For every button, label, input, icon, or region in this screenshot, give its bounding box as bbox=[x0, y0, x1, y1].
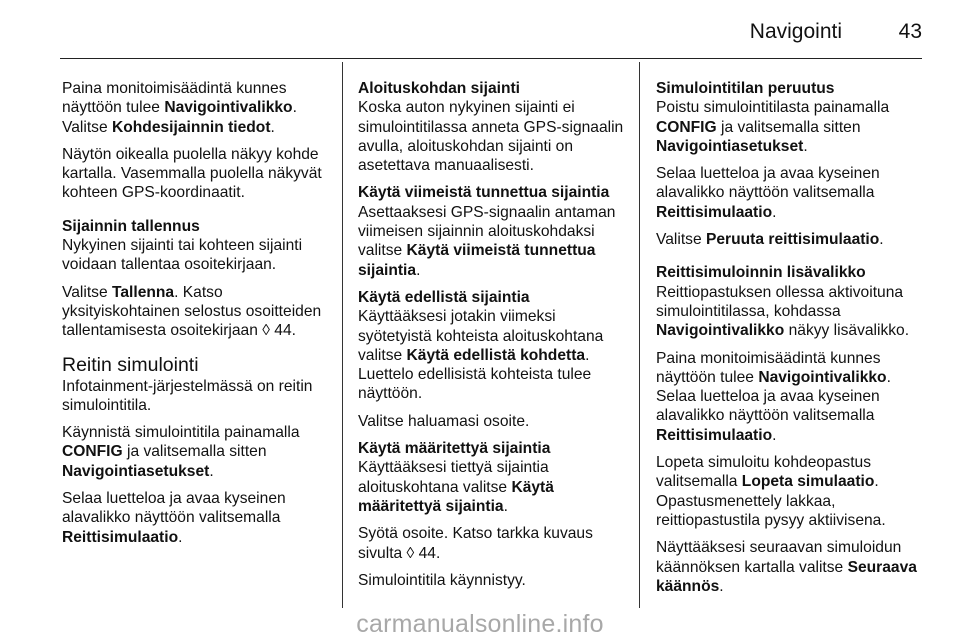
page-ref-icon: ◊ bbox=[262, 322, 270, 340]
paragraph: Näytön oikealla puolella näkyy kohde kartalla. Vasemmalla puolella näkyvät kohteen GPS-koordinaatit. bbox=[62, 145, 322, 202]
subheading-cancel: Simulointitilan peruutus bbox=[656, 80, 835, 97]
paragraph: Valitse Peruuta reittisimulaatio. bbox=[656, 231, 884, 249]
paragraph: Asettaaksesi GPS-signaalin antaman viimeisen sijainnin aloituskohdaksi valitse Käytä viimeistä tunnettua sijaintia. bbox=[358, 203, 616, 279]
paragraph: Näyttääksesi seuraavan simuloidun käännöksen kartalla valitse Seuraava käännös. bbox=[656, 539, 917, 595]
column-3 bbox=[656, 79, 924, 604]
column-1 bbox=[62, 79, 330, 555]
subheading-defined: Käytä määritettyä sijaintia bbox=[358, 440, 551, 458]
paragraph: Simulointitila käynnistyy. bbox=[358, 571, 526, 589]
paragraph: Valitse Tallenna. Katso yksityiskohtainen selostus osoitteiden tallentamisesta osoitekirjaan ◊ 44. bbox=[62, 283, 322, 340]
paragraph: Selaa luetteloa ja avaa kyseinen alavalikko näyttöön valitsemalla Reittisimulaatio. bbox=[656, 165, 880, 221]
subheading-save: Sijainnin tallennus bbox=[62, 217, 200, 235]
paragraph: Lopeta simuloitu kohdeopastus valitsemalla Lopeta simulaatio. Opastusmenettely lakkaa, reittiopastustila pysyy aktiivisena. bbox=[656, 454, 886, 529]
page-number: 43 bbox=[898, 20, 922, 43]
paragraph: Infotainment-järjestelmässä on reitin simulointitila. bbox=[62, 377, 313, 414]
page-ref-icon: ◊ bbox=[406, 544, 415, 562]
subheading-menu: Reittisimuloinnin lisävalikko bbox=[656, 264, 866, 282]
section-title: Navigointi bbox=[749, 20, 842, 43]
column-divider bbox=[342, 62, 343, 608]
paragraph: Poistu simulointitilasta painamalla CONFIG ja valitsemalla sitten Navigointiasetukset. bbox=[656, 99, 890, 155]
header-rule bbox=[60, 58, 922, 59]
page-header bbox=[0, 0, 960, 58]
column-2 bbox=[358, 79, 626, 598]
paragraph: Paina monitoimisäädintä kunnes näyttöön tulee Navigointivalikko. Selaa luetteloa ja avaa kyseinen alavalikko näyttöön valitsemalla Reittisimulaatio. bbox=[656, 349, 891, 444]
subheading-previous: Käytä edellistä sijaintia bbox=[358, 288, 530, 306]
paragraph: Paina monitoimisäädintä kunnes näyttöön tulee Navigointivalikko. Valitse Kohdesijainnin tiedot. bbox=[62, 80, 297, 136]
subheading-recent: Käytä viimeistä tunnettua sijaintia bbox=[358, 184, 610, 202]
paragraph: Selaa luetteloa ja avaa kyseinen alavalikko näyttöön valitsemalla Reittisimulaatio. bbox=[62, 490, 286, 546]
paragraph: Syötä osoite. Katso tarkka kuvaus sivulta ◊ 44. bbox=[358, 525, 593, 562]
paragraph: Nykyinen sijainti tai kohteen sijainti voidaan tallentaa osoitekirjaan. bbox=[62, 237, 303, 274]
paragraph: Käynnistä simulointitila painamalla CONFIG ja valitsemalla sitten Navigointiasetukset. bbox=[62, 424, 300, 480]
subheading-start: Aloituskohdan sijainti bbox=[358, 80, 521, 97]
watermark: carmanualsonline.info bbox=[356, 610, 604, 638]
section-heading-simulation: Reitin simulointi bbox=[62, 353, 199, 376]
paragraph: Reittiopastuksen ollessa aktivoituna simulointitilassa, kohdassa Navigointivalikko näkyy lisävalikko. bbox=[656, 283, 910, 340]
paragraph: Valitse haluamasi osoite. bbox=[358, 412, 530, 430]
paragraph: Koska auton nykyinen sijainti ei simulointitilassa anneta GPS-signaalin avulla, aloituskohdan sijainti on asetettava manuaalisesti. bbox=[358, 99, 624, 175]
paragraph: Käyttääksesi tiettyä sijaintia aloituskohtana valitse Käytä määritettyä sijaintia. bbox=[358, 459, 554, 515]
paragraph: Käyttääksesi jotakin viimeksi syötetyistä kohteista aloituskohtana valitse Käytä edellistä kohdetta. Luettelo edellisistä kohteista tulee näyttöön. bbox=[358, 308, 604, 403]
column-divider bbox=[639, 62, 640, 608]
